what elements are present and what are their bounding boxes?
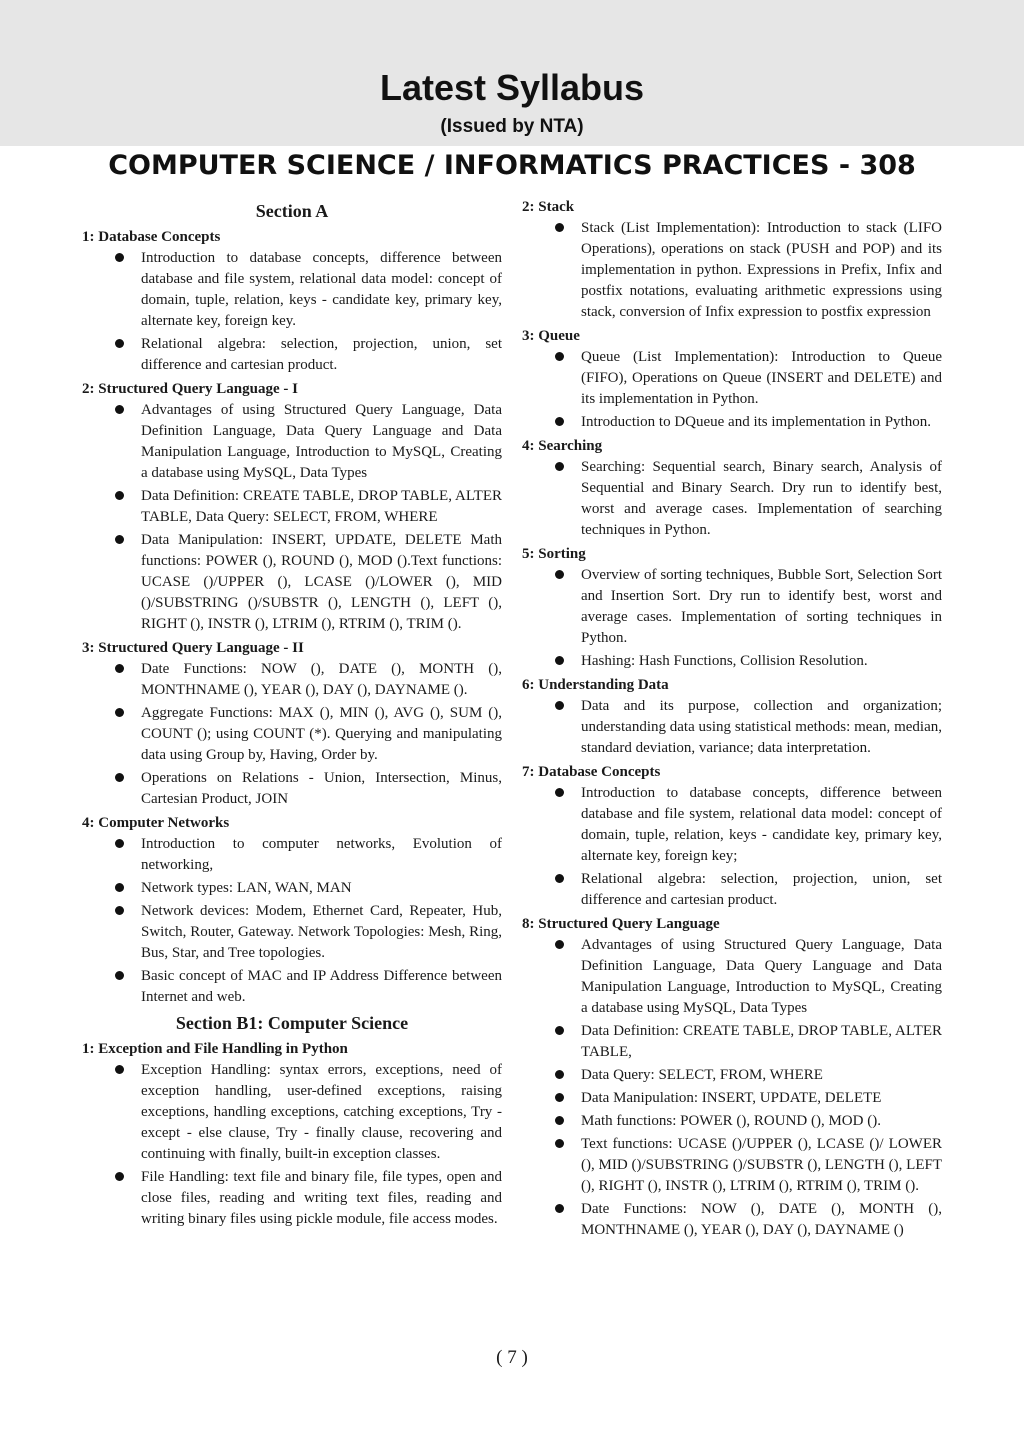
topic-block	[522, 543, 942, 672]
bullet-icon	[115, 773, 124, 782]
list-item	[522, 1065, 942, 1086]
topic-title: 7: Database Concepts	[522, 764, 661, 780]
bullet-icon	[555, 223, 564, 232]
bullet-icon	[115, 1172, 124, 1181]
list-item-text: Network devices: Modem, Ethernet Card, Repeater, Hub, Switch, Router, Gateway. Network Topologies: Mesh, Ring, Bus, Star, and Tree topologies.	[141, 903, 502, 961]
bullet-icon	[555, 1139, 564, 1148]
list-item-text: Operations on Relations - Union, Intersection, Minus, Cartesian Product, JOIN	[141, 770, 502, 807]
list-item-text: Introduction to computer networks, Evolution of networking,	[141, 836, 502, 873]
bullet-icon	[115, 535, 124, 544]
list-item	[82, 659, 502, 701]
list-item	[82, 901, 502, 964]
bullet-icon	[115, 405, 124, 414]
bullet-icon	[555, 701, 564, 710]
bullet-icon	[555, 417, 564, 426]
topic-title: 6: Understanding Data	[522, 677, 669, 693]
topic-block	[82, 378, 502, 635]
list-item-text: Aggregate Functions: MAX (), MIN (), AVG (), SUM (), COUNT (); using COUNT (*). Querying and manipulating data using Group by, Having, Order by.	[141, 705, 502, 763]
topic-title: 5: Sorting	[522, 546, 586, 562]
bullet-icon	[115, 971, 124, 980]
bullet-icon	[555, 352, 564, 361]
topic-title: 1: Database Concepts	[82, 229, 221, 245]
list-item	[522, 412, 942, 433]
topic-title: 4: Searching	[522, 438, 603, 454]
bullet-icon	[555, 462, 564, 471]
list-item	[82, 703, 502, 766]
topic-block	[522, 196, 942, 323]
bullet-list	[82, 834, 502, 1008]
bullet-list	[522, 783, 942, 911]
section-a-heading: Section A	[255, 201, 329, 221]
list-item	[522, 935, 942, 1019]
bullet-icon	[115, 883, 124, 892]
bullet-icon	[555, 570, 564, 579]
list-item-text: Introduction to database concepts, difference between database and file system, relational data model: concept of domain, tuple, relation, keys - candidate key, primary key, alternate key, foreign key.	[141, 250, 502, 329]
bullet-icon	[115, 1065, 124, 1074]
bullet-icon	[115, 253, 124, 262]
topic-block	[522, 325, 942, 433]
section-a-topics	[82, 226, 502, 1008]
list-item-text: Basic concept of MAC and IP Address Difference between Internet and web.	[141, 968, 502, 1005]
topic-title: 8: Structured Query Language	[522, 916, 720, 932]
list-item	[522, 869, 942, 911]
list-item	[82, 966, 502, 1008]
bullet-list	[522, 347, 942, 433]
list-item	[522, 347, 942, 410]
list-item-text: Overview of sorting techniques, Bubble Sort, Selection Sort and Insertion Sort. Dry run to identify best, worst and average cases. Implementation of sorting techniques in Python.	[581, 567, 942, 646]
bullet-icon	[555, 940, 564, 949]
right-column-topics	[522, 196, 942, 1241]
list-item	[522, 1021, 942, 1063]
topic-block	[82, 226, 502, 376]
list-item	[82, 486, 502, 528]
list-item	[82, 400, 502, 484]
list-item	[522, 1134, 942, 1197]
topic-block	[82, 1038, 502, 1230]
topic-title: 2: Stack	[522, 199, 575, 215]
list-item-text: Text functions: UCASE ()/UPPER (), LCASE ()/ LOWER (), MID ()/SUBSTRING ()/SUBSTR (), LENGTH (), LEFT (), RIGHT (), INSTR (), LTRIM (), RTRIM (), TRIM ().	[581, 1136, 942, 1194]
list-item	[522, 783, 942, 867]
section-b1-heading: Section B1: Computer Science	[175, 1013, 409, 1033]
list-item-text: Data Definition: CREATE TABLE, DROP TABLE, ALTER TABLE, Data Query: SELECT, FROM, WHERE	[141, 488, 502, 525]
list-item	[82, 248, 502, 332]
list-item	[522, 218, 942, 323]
page-number: ( 7 )	[496, 1347, 528, 1368]
list-item-text: Searching: Sequential search, Binary search, Analysis of Sequential and Binary Search. Dry run to identify best, worst and average cases. Implementation of searching techniques in Python.	[581, 459, 942, 538]
list-item-text: Math functions: POWER (), ROUND (), MOD ().	[581, 1113, 881, 1129]
bullet-icon	[115, 708, 124, 717]
topic-block	[522, 913, 942, 1241]
bullet-list	[82, 248, 502, 376]
page-title: Latest Syllabus	[379, 67, 645, 108]
bullet-list	[82, 400, 502, 635]
list-item	[522, 565, 942, 649]
topic-title: 2: Structured Query Language - I	[82, 381, 298, 397]
list-item-text: Stack (List Implementation): Introduction to stack (LIFO Operations), operations on stack (PUSH and POP) and its implementation in python. Expressions in Prefix, Infix and postfix notations, evaluating arithmetic expressions using stack, conversion of Infix expression to postfix expression	[581, 220, 942, 320]
list-item	[82, 878, 502, 899]
list-item	[82, 834, 502, 876]
bullet-icon	[555, 656, 564, 665]
list-item-text: Relational algebra: selection, projection, union, set difference and cartesian product.	[581, 871, 942, 908]
list-item-text: Hashing: Hash Functions, Collision Resolution.	[581, 653, 868, 669]
topic-title: 4: Computer Networks	[82, 815, 230, 831]
subject-heading: COMPUTER SCIENCE / INFORMATICS PRACTICES - 308	[108, 150, 916, 181]
list-item-text: Introduction to DQueue and its implementation in Python.	[581, 414, 931, 430]
bullet-icon	[115, 491, 124, 500]
list-item-text: Data Query: SELECT, FROM, WHERE	[581, 1067, 823, 1083]
list-item-text: Introduction to database concepts, difference between database and file system, relational data model: concept of domain, tuple, relation, keys - candidate key, primary key, alternate key, foreign key;	[581, 785, 942, 864]
list-item	[522, 457, 942, 541]
list-item	[82, 768, 502, 810]
page-subtitle: (Issued by NTA)	[440, 116, 584, 137]
topic-title: 1: Exception and File Handling in Python	[82, 1041, 348, 1057]
list-item	[522, 1088, 942, 1109]
list-item-text: Exception Handling: syntax errors, exceptions, need of exception handling, user-defined exceptions, raising exceptions, handling exceptions, catching exceptions, Try - except - else clause, Try - finally clause, recovering and continuing with finally, built-in exception classes.	[141, 1062, 502, 1162]
list-item-text: Queue (List Implementation): Introduction to Queue (FIFO), Operations on Queue (INSERT and DELETE) and its implementation in Python.	[581, 349, 942, 407]
bullet-list	[522, 935, 942, 1241]
list-item-text: Date Functions: NOW (), DATE (), MONTH (), MONTHNAME (), YEAR (), DAY (), DAYNAME ().	[141, 661, 502, 698]
bullet-icon	[555, 874, 564, 883]
bullet-list	[522, 457, 942, 541]
list-item	[82, 1060, 502, 1165]
list-item-text: Data Manipulation: INSERT, UPDATE, DELETE Math functions: POWER (), ROUND (), MOD ().Text functions: UCASE ()/UPPER (), LCASE ()/LOWER (), MID ()/SUBSTRING ()/SUBSTR (), LENGTH (), LEFT (), RIGHT (), INSTR (), LTRIM (), RTRIM (), TRIM ().	[141, 532, 502, 632]
list-item-text: File Handling: text file and binary file, file types, open and close files, reading and writing text files, reading and writing binary files using pickle module, file access modes.	[141, 1169, 502, 1227]
bullet-icon	[115, 839, 124, 848]
list-item	[522, 1199, 942, 1241]
bullet-icon	[555, 1070, 564, 1079]
section-b1-topics	[82, 1038, 502, 1230]
list-item-text: Advantages of using Structured Query Language, Data Definition Language, Data Query Language and Data Manipulation Language, Introduction to MySQL, Creating a database using MySQL, Data Types	[141, 402, 502, 481]
list-item	[82, 530, 502, 635]
topic-block	[82, 637, 502, 810]
topic-block	[522, 435, 942, 541]
bullet-icon	[115, 664, 124, 673]
bullet-list	[522, 696, 942, 759]
list-item	[82, 1167, 502, 1230]
list-item-text: Data Definition: CREATE TABLE, DROP TABLE, ALTER TABLE,	[581, 1023, 942, 1060]
topic-title: 3: Structured Query Language - II	[82, 640, 304, 656]
bullet-icon	[555, 1093, 564, 1102]
list-item-text: Data Manipulation: INSERT, UPDATE, DELETE	[581, 1090, 882, 1106]
list-item	[522, 696, 942, 759]
topic-block	[522, 761, 942, 911]
bullet-list	[82, 659, 502, 810]
list-item	[522, 651, 942, 672]
bullet-icon	[555, 1204, 564, 1213]
bullet-icon	[555, 788, 564, 797]
right-column	[522, 196, 942, 1243]
bullet-icon	[115, 339, 124, 348]
bullet-list	[82, 1060, 502, 1230]
list-item-text: Relational algebra: selection, projection, union, set difference and cartesian product.	[141, 336, 502, 373]
bullet-icon	[115, 906, 124, 915]
list-item	[522, 1111, 942, 1132]
list-item-text: Data and its purpose, collection and organization; understanding data using statistical methods: mean, median, standard deviation, variance; data interpretation.	[581, 698, 942, 756]
list-item-text: Network types: LAN, WAN, MAN	[141, 880, 352, 896]
left-column	[82, 196, 502, 1232]
bullet-list	[522, 218, 942, 323]
topic-title: 3: Queue	[522, 328, 580, 344]
list-item-text: Advantages of using Structured Query Language, Data Definition Language, Data Query Language and Data Manipulation Language, Introduction to MySQL, Creating a database using MySQL, Data Types	[581, 937, 942, 1016]
bullet-list	[522, 565, 942, 672]
list-item-text: Date Functions: NOW (), DATE (), MONTH (), MONTHNAME (), YEAR (), DAY (), DAYNAME ()	[581, 1201, 942, 1238]
list-item	[82, 334, 502, 376]
bullet-icon	[555, 1026, 564, 1035]
bullet-icon	[555, 1116, 564, 1125]
topic-block	[82, 812, 502, 1008]
topic-block	[522, 674, 942, 759]
